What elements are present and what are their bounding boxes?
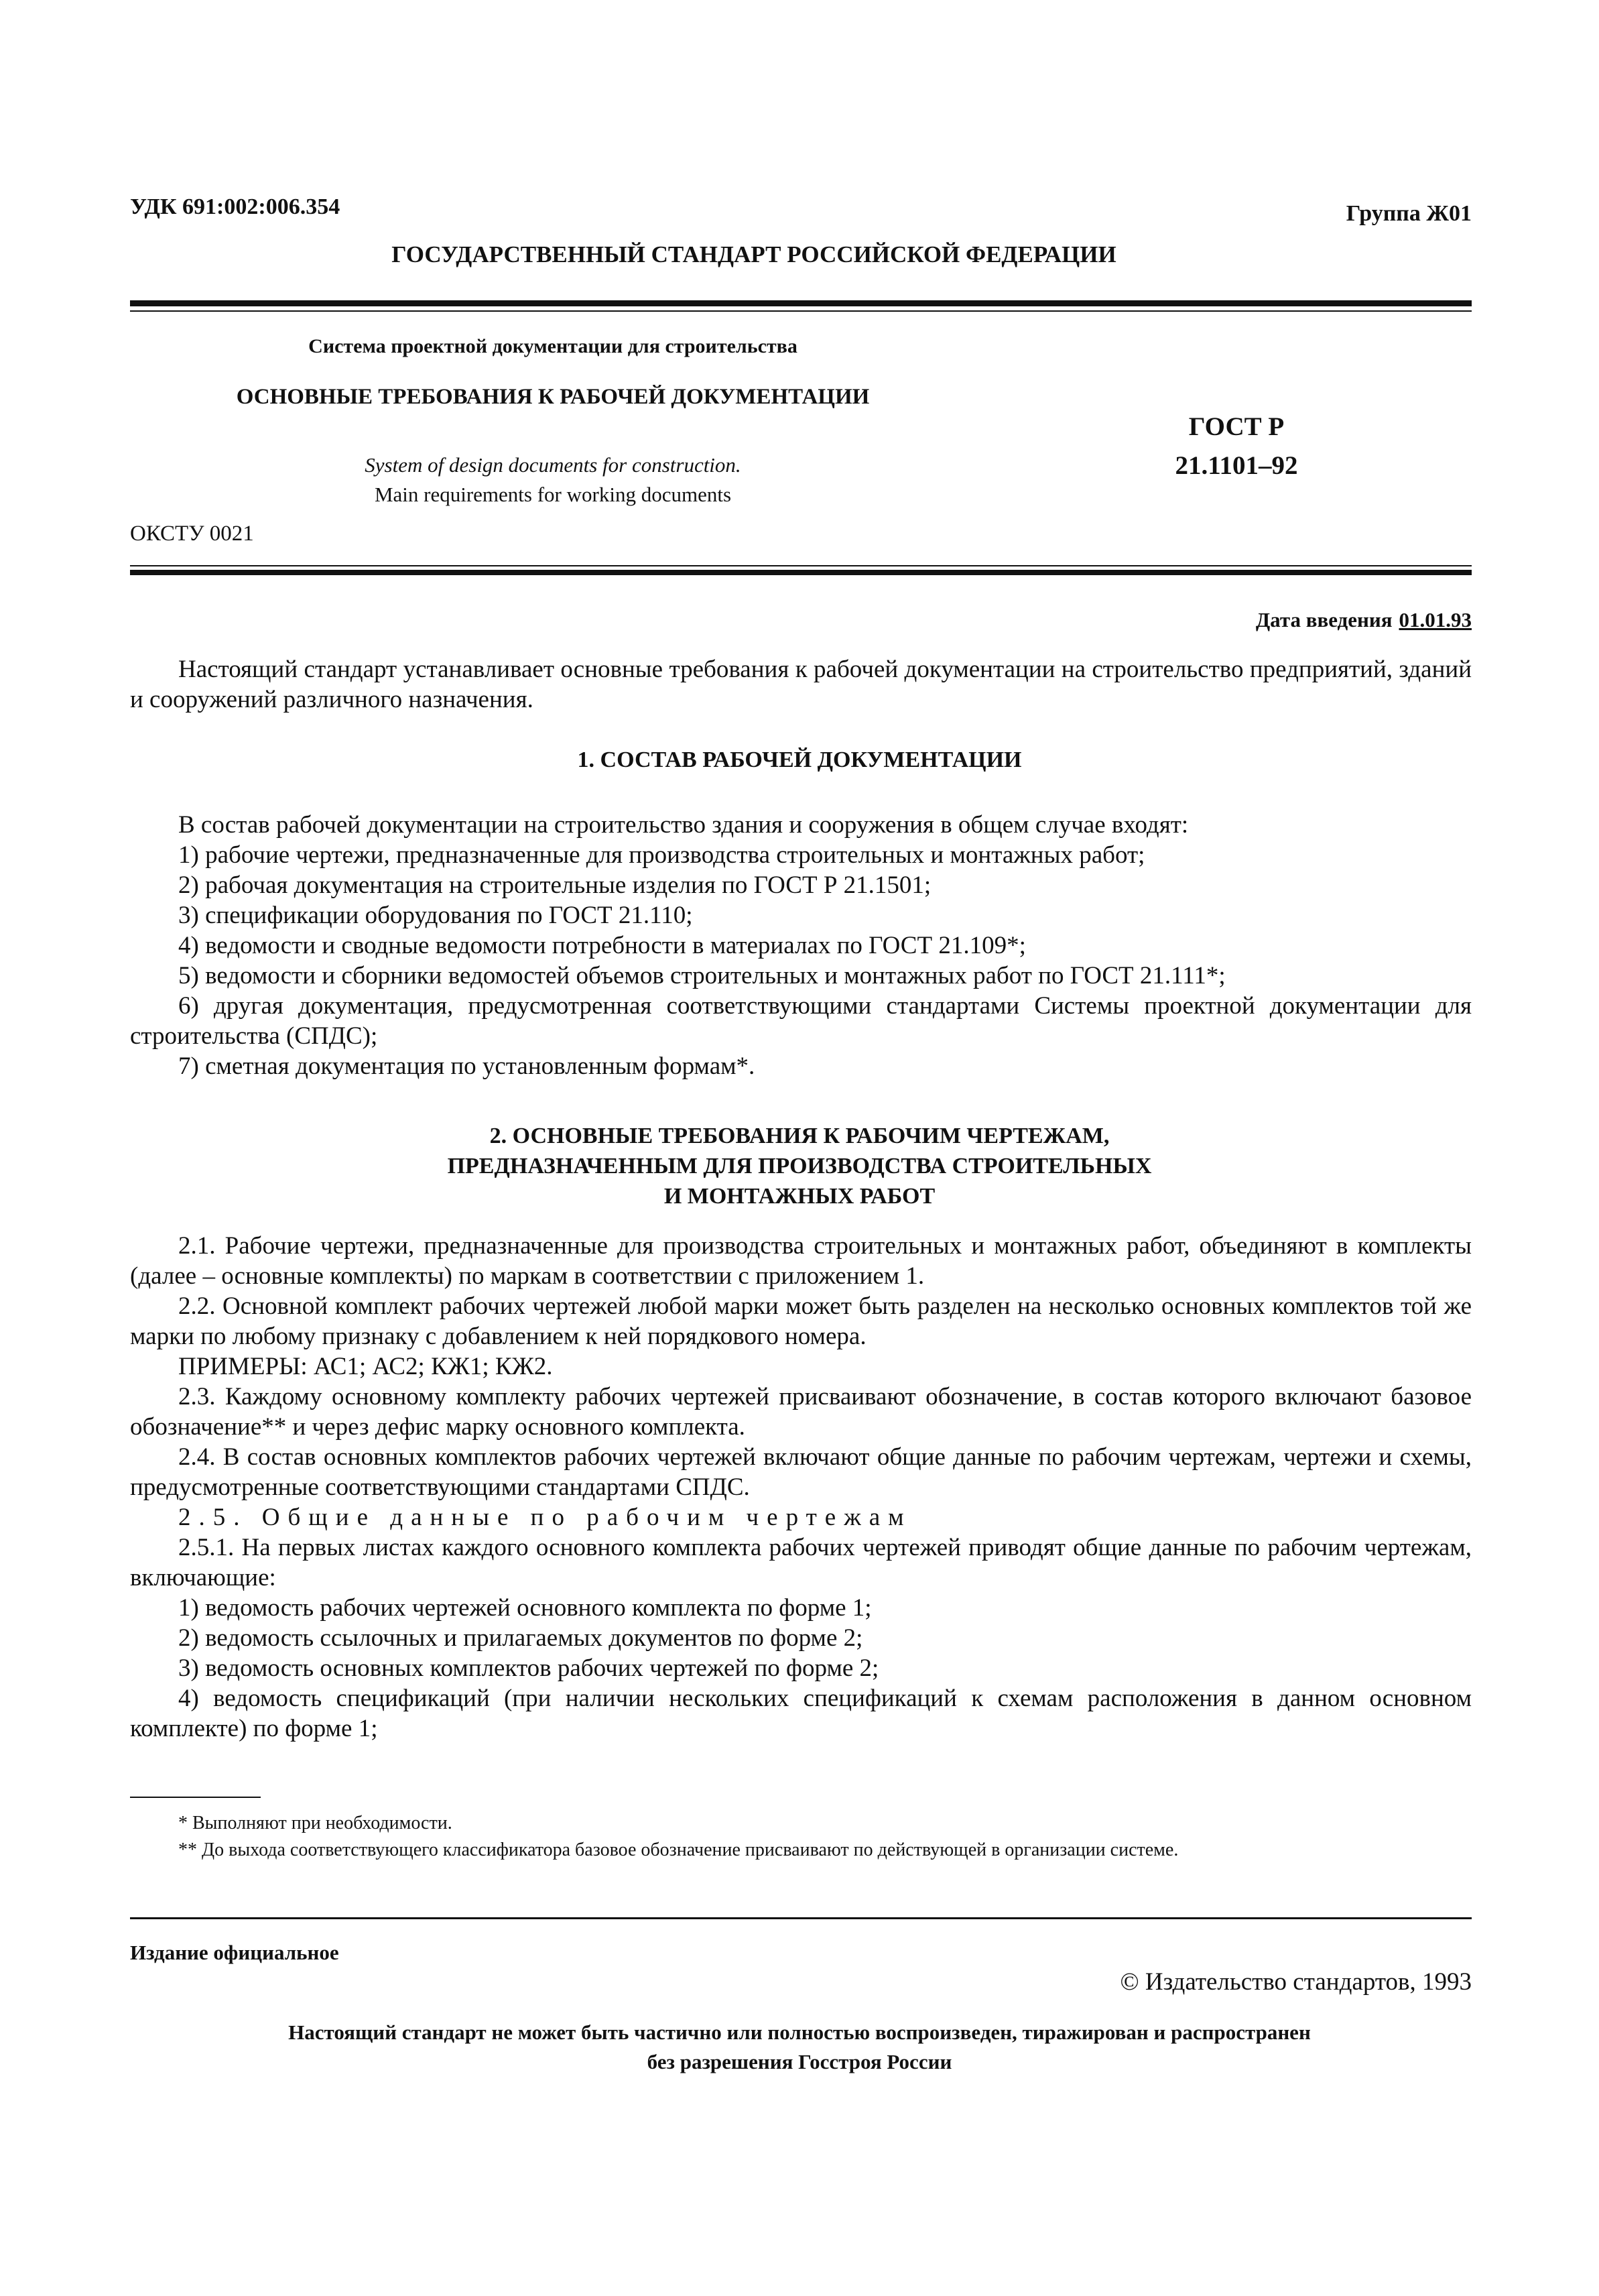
list-item: 2) рабочая документация на строительные изделия по ГОСТ Р 21.1501;: [178, 871, 932, 899]
section-2-heading-line-2: ПРЕДНАЗНАЧЕННЫМ ДЛЯ ПРОИЗВОДСТВА СТРОИТЕЛЬНЫХ: [447, 1154, 1152, 1179]
header-divider-thick: [130, 300, 1472, 306]
section-2-heading-line-1: 2. ОСНОВНЫЕ ТРЕБОВАНИЯ К РАБОЧИМ ЧЕРТЕЖАМ,: [489, 1124, 1110, 1148]
list-item: 1) рабочие чертежи, предназначенные для производства строительных и монтажных работ;: [178, 841, 1145, 869]
list-item: 3) спецификации оборудования по ГОСТ 21.110;: [178, 902, 693, 929]
list-item: 4) ведомость спецификаций (при наличии нескольких спецификаций к схемам расположения в данном основном комплекте) по форме 1;: [130, 1685, 1472, 1742]
footnote-1: * Выполняют при необходимости.: [178, 1813, 452, 1833]
section-2-heading-line-3: И МОНТАЖНЫХ РАБОТ: [663, 1184, 936, 1209]
section-1-body: [130, 810, 1472, 1081]
system-name: Система проектной документации для строительства: [308, 335, 797, 357]
state-standard-heading: ГОСУДАРСТВЕННЫЙ СТАНДАРТ РОССИЙСКОЙ ФЕДЕРАЦИИ: [391, 241, 1116, 267]
footnotes: [130, 1810, 1472, 1864]
intro-paragraph: [130, 654, 1472, 715]
gost-line-2: 21.1101–92: [1175, 451, 1298, 480]
footer-divider: [130, 1917, 1472, 1919]
copyright: © Издательство стандартов, 1993: [1120, 1968, 1472, 1996]
group-code: Группа Ж01: [1346, 201, 1472, 226]
section-1-heading: 1. СОСТАВ РАБОЧЕЙ ДОКУМЕНТАЦИИ: [577, 747, 1022, 772]
list-item: 7) сметная документация по установленным формам*.: [178, 1052, 755, 1080]
okstu-code: ОКСТУ 0021: [130, 522, 254, 546]
list-item: 2) ведомость ссылочных и прилагаемых документов по форме 2;: [178, 1624, 863, 1652]
examples: ПРИМЕРЫ: АС1; АС2; КЖ1; КЖ2.: [178, 1353, 553, 1380]
section-2-body: [130, 1231, 1472, 1744]
official-edition: Издание официальное: [130, 1941, 339, 1964]
gost-line-1: ГОСТ Р: [1188, 412, 1285, 441]
document-title: ОСНОВНЫЕ ТРЕБОВАНИЯ К РАБОЧЕЙ ДОКУМЕНТАЦИИ: [236, 385, 870, 409]
clause-2-5-1: 2.5.1. На первых листах каждого основного комплекта рабочих чертежей приводят общие данные по рабочим чертежам, включающие:: [130, 1534, 1472, 1591]
reproduction-notice: [0, 2018, 1599, 2077]
title-divider-thin: [130, 565, 1472, 566]
udk-code: УДК 691:002:006.354: [130, 194, 340, 219]
english-title: [0, 450, 1106, 509]
list-item: 3) ведомость основных комплектов рабочих чертежей по форме 2;: [178, 1654, 879, 1682]
header-divider-thin: [130, 310, 1472, 312]
gost-designation: [1166, 408, 1307, 485]
footnote-divider: [130, 1797, 261, 1798]
notice-line-2: без разрешения Госстроя России: [647, 2050, 952, 2073]
section-2-heading: [0, 1121, 1599, 1211]
clause-2-3: 2.3. Каждому основному комплекту рабочих чертежей присваивают обозначение, в состав которого включают базовое обозначение** и через дефис марку основного комплекта.: [130, 1383, 1472, 1441]
english-title-line-2: Main requirements for working documents: [374, 483, 732, 506]
english-title-line-1: System of design documents for construction.: [365, 453, 741, 477]
title-divider-thick: [130, 570, 1472, 575]
section-1-lead: В состав рабочей документации на строительство здания и сооружения в общем случае входят:: [178, 811, 1189, 839]
list-item: 6) другая документация, предусмотренная соответствующими стандартами Системы проектной документации для строительства (СПДС);: [130, 992, 1472, 1050]
clause-2-5: 2.5. Общие данные по рабочим чертежам: [178, 1504, 912, 1531]
list-item: 5) ведомости и сборники ведомостей объемов строительных и монтажных работ по ГОСТ 21.111*;: [178, 962, 1226, 989]
notice-line-1: Настоящий стандарт не может быть частично или полностью воспроизведен, тиражирован и распространен: [288, 2020, 1311, 2044]
date-label: Дата введения: [1255, 608, 1393, 631]
intro-text: Настоящий стандарт устанавливает основные требования к рабочей документации на строительство предприятий, зданий и сооружений различного назначения.: [130, 656, 1472, 713]
clause-2-1: 2.1. Рабочие чертежи, предназначенные для производства строительных и монтажных работ, объединяют в комплекты (далее – основные комплекты) по маркам в соответствии с приложением 1.: [130, 1232, 1472, 1290]
list-item: 1) ведомость рабочих чертежей основного комплекта по форме 1;: [178, 1594, 872, 1622]
date-value: 01.01.93: [1399, 608, 1472, 631]
introduction-date: [1256, 608, 1472, 632]
clause-2-2: 2.2. Основной комплект рабочих чертежей любой марки может быть разделен на несколько основных комплектов той же марки по любому признаку с добавлением к ней порядкового номера.: [130, 1292, 1472, 1350]
list-item: 4) ведомости и сводные ведомости потребности в материалах по ГОСТ 21.109*;: [178, 932, 1026, 959]
footnote-2: ** До выхода соответствующего классификатора базовое обозначение присваивают по действующей в организации системе.: [178, 1839, 1179, 1860]
clause-2-4: 2.4. В состав основных комплектов рабочих чертежей включают общие данные по рабочим чертежам, чертежи и схемы, предусмотренные соответствующими стандартами СПДС.: [130, 1443, 1472, 1501]
